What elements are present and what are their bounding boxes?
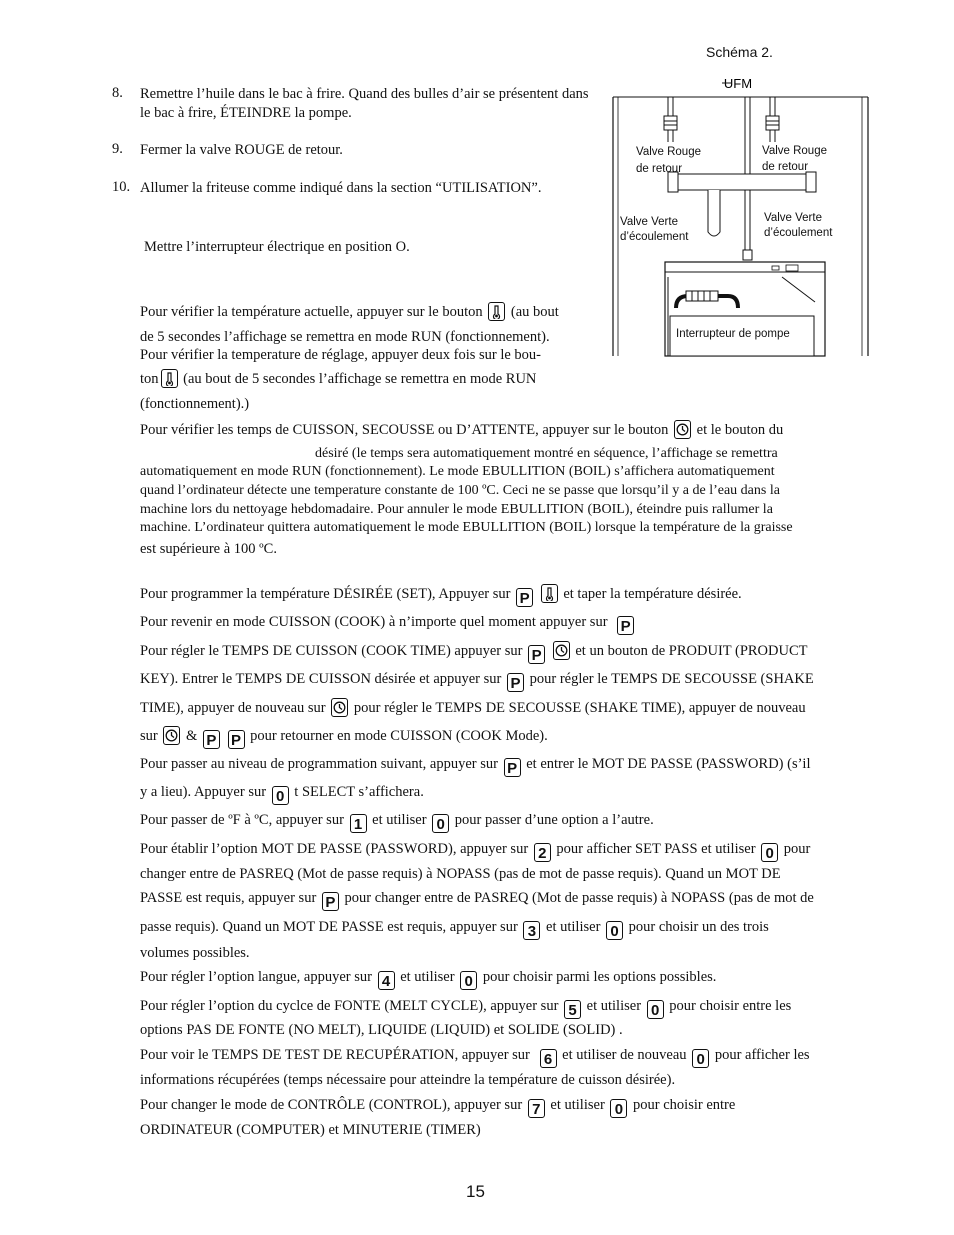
zero-key: 0 bbox=[647, 1000, 664, 1019]
instruction-recovery-line1: Pour voir le TEMPS DE TEST DE RECUPÉRATION, appuyer sur 6 et utiliser de nouveau 0 pour afficher les bbox=[140, 1047, 810, 1068]
valve-label: Valve Verte bbox=[764, 212, 822, 224]
paragraph-times-line2: désiré (le temps sera automatiquement montré en séquence, l’affichage se remettra bbox=[315, 446, 778, 461]
paragraph-temperature-set-line3: (fonctionnement).) bbox=[140, 396, 250, 412]
instruction-password-line2: changer entre de PASREQ (Mot de passe requis) à NOPASS (pas de mot de passe requis). Quand un MOT DE bbox=[140, 866, 781, 882]
step-number: 8. bbox=[112, 85, 123, 101]
program-key: P bbox=[516, 588, 533, 607]
valve-label: de retour bbox=[636, 163, 683, 175]
instruction-set-temp: Pour programmer la température DÉSIRÉE (SET), Appuyer sur P et taper la température désirée. bbox=[140, 586, 742, 607]
paragraph-times-line1: Pour vérifier les temps de CUISSON, SECOUSSE ou D’ATTENTE, appuyer sur le bouton et le bouton du bbox=[140, 422, 784, 438]
clock-icon bbox=[674, 420, 691, 439]
four-key: 4 bbox=[378, 971, 395, 990]
valve-label: de retour bbox=[762, 161, 809, 173]
instruction-password-line4: passe requis). Quand un MOT DE PASSE est requis, appuyer sur 3 et utiliser 0 pour choisir un des trois bbox=[140, 919, 769, 940]
schema-label: Schéma 2. bbox=[706, 44, 773, 60]
program-key: P bbox=[322, 892, 339, 911]
valve-label: Valve Verte bbox=[620, 216, 678, 228]
paragraph-times-line5: machine lors du nettoyage hebdomadaire. Pour annuler le mode EBULLITION (BOIL), éteindre puis rallumer la bbox=[140, 502, 773, 517]
zero-key: 0 bbox=[432, 814, 449, 833]
paragraph-times-line6: machine. L’ordinateur quittera automatiquement le mode EBULLITION (BOIL) lorsque la température de la graisse bbox=[140, 520, 793, 535]
thermometer-icon bbox=[488, 302, 505, 321]
instruction-control-line2: ORDINATEUR (COMPUTER) et MINUTERIE (TIMER) bbox=[140, 1122, 481, 1138]
paragraph-temperature-set-line1: Pour vérifier la temperature de réglage, appuyer deux fois sur le bou- bbox=[140, 347, 542, 363]
step-number: 9. bbox=[112, 141, 123, 157]
paragraph-times-line7: est supérieure à 100 ºC. bbox=[140, 541, 277, 557]
instruction-cook-time-line1: Pour régler le TEMPS DE CUISSON (COOK TIME) appuyer sur P et un bouton de PRODUIT (PRODUCT bbox=[140, 643, 808, 664]
paragraph-times-line3: automatiquement en mode RUN (fonctionnement). Le mode EBULLITION (BOIL) s’affichera automatiquement bbox=[140, 464, 775, 479]
one-key: 1 bbox=[350, 814, 367, 833]
pump-diagram bbox=[610, 72, 872, 362]
instruction-password-line5: volumes possibles. bbox=[140, 945, 250, 961]
instruction-password-line1: Pour établir l’option MOT DE PASSE (PASSWORD), appuyer sur 2 pour afficher SET PASS et utiliser 0 pour bbox=[140, 841, 811, 862]
seven-key: 7 bbox=[528, 1099, 545, 1118]
zero-key: 0 bbox=[761, 843, 778, 862]
diagram-title: UFM bbox=[723, 76, 753, 91]
valve-label: Valve Rouge bbox=[762, 145, 827, 157]
paragraph-times-line4: quand l’ordinateur détecte une temperature constante de 100 ºC. Ceci ne se passe que lorsqu’il y a de l’eau dans la bbox=[140, 483, 780, 498]
valve-label: Valve Rouge bbox=[636, 146, 701, 158]
page-number: 15 bbox=[466, 1182, 485, 1201]
thermometer-icon bbox=[541, 584, 558, 603]
valve-label: d’écoulement bbox=[620, 231, 689, 243]
paragraph-temperature-set-line2: ton (au bout de 5 secondes l’affichage se remettra en mode RUN bbox=[140, 371, 537, 387]
instruction-cook-time-line2: KEY). Entrer le TEMPS DE CUISSON désirée et appuyer sur P pour régler le TEMPS DE SECOUSSE (SHAKE bbox=[140, 671, 814, 692]
pump-switch-label: Interrupteur de pompe bbox=[676, 328, 790, 340]
clock-icon bbox=[331, 698, 348, 717]
instruction-control-line1: Pour changer le mode de CONTRÔLE (CONTROL), appuyer sur 7 et utiliser 0 pour choisir entre bbox=[140, 1097, 736, 1118]
switch-instruction: Mettre l’interrupteur électrique en position O. bbox=[144, 239, 410, 255]
three-key: 3 bbox=[523, 921, 540, 940]
program-key: P bbox=[203, 730, 220, 749]
zero-key: 0 bbox=[606, 921, 623, 940]
instruction-next-level-line2: y a lieu). Appuyer sur 0 t SELECT s’affichera. bbox=[140, 784, 424, 805]
instruction-melt-cycle-line2: options PAS DE FONTE (NO MELT), LIQUIDE (LIQUID) et SOLIDE (SOLID) . bbox=[140, 1022, 623, 1038]
step-number: 10. bbox=[112, 179, 131, 195]
step-text: Allumer la friteuse comme indiqué dans la section “UTILISATION”. bbox=[140, 180, 542, 196]
zero-key: 0 bbox=[692, 1049, 709, 1068]
thermometer-icon bbox=[161, 369, 178, 388]
zero-key: 0 bbox=[610, 1099, 627, 1118]
program-key: P bbox=[228, 730, 245, 749]
program-key: P bbox=[617, 616, 634, 635]
step-text: Remettre l’huile dans le bac à frire. Quand des bulles d’air se présentent dans le bac à frire, ÉTEINDRE la pompe. bbox=[140, 86, 589, 121]
instruction-language: Pour régler l’option langue, appuyer sur 4 et utiliser 0 pour choisir parmi les options possibles. bbox=[140, 969, 717, 990]
zero-key: 0 bbox=[272, 786, 289, 805]
instruction-cook-time-line4: sur & P P pour retourner en mode CUISSON (COOK Mode). bbox=[140, 728, 548, 749]
two-key: 2 bbox=[534, 843, 551, 862]
instruction-next-level-line1: Pour passer au niveau de programmation suivant, appuyer sur P et entrer le MOT DE PASSE (PASSWORD) (s’il bbox=[140, 756, 811, 777]
instruction-return-cook: Pour revenir en mode CUISSON (COOK) à n’importe quel moment appuyer sur P bbox=[140, 613, 636, 635]
paragraph-temperature: Pour vérifier la température actuelle, appuyer sur le bouton (au bout de 5 secondes l’affichage se remettra en mode RUN (fonctionnement). bbox=[140, 304, 559, 345]
zero-key: 0 bbox=[460, 971, 477, 990]
instruction-password-line3: PASSE est requis, appuyer sur P pour changer entre de PASREQ (Mot de passe requis) à NOPASS (pas de mot de bbox=[140, 890, 814, 911]
program-key: P bbox=[504, 758, 521, 777]
program-key: P bbox=[528, 645, 545, 664]
instruction-recovery-line2: informations récupérées (temps nécessaire pour atteindre la température de cuisson désirée). bbox=[140, 1072, 676, 1088]
clock-icon bbox=[553, 641, 570, 660]
instruction-cook-time-line3: TIME), appuyer de nouveau sur pour régler le TEMPS DE SECOUSSE (SHAKE TIME), appuyer de nouveau bbox=[140, 700, 806, 716]
program-key: P bbox=[507, 673, 524, 692]
six-key: 6 bbox=[540, 1049, 557, 1068]
step-text: Fermer la valve ROUGE de retour. bbox=[140, 142, 343, 158]
instruction-f-to-c: Pour passer de ºF à ºC, appuyer sur 1 et utiliser 0 pour passer d’une option a l’autre. bbox=[140, 812, 654, 833]
five-key: 5 bbox=[564, 1000, 581, 1019]
clock-icon bbox=[163, 726, 180, 745]
valve-label: d’écoulement bbox=[764, 227, 833, 239]
instruction-melt-cycle-line1: Pour régler l’option du cyclce de FONTE (MELT CYCLE), appuyer sur 5 et utiliser 0 pour choisir entre les bbox=[140, 998, 792, 1019]
